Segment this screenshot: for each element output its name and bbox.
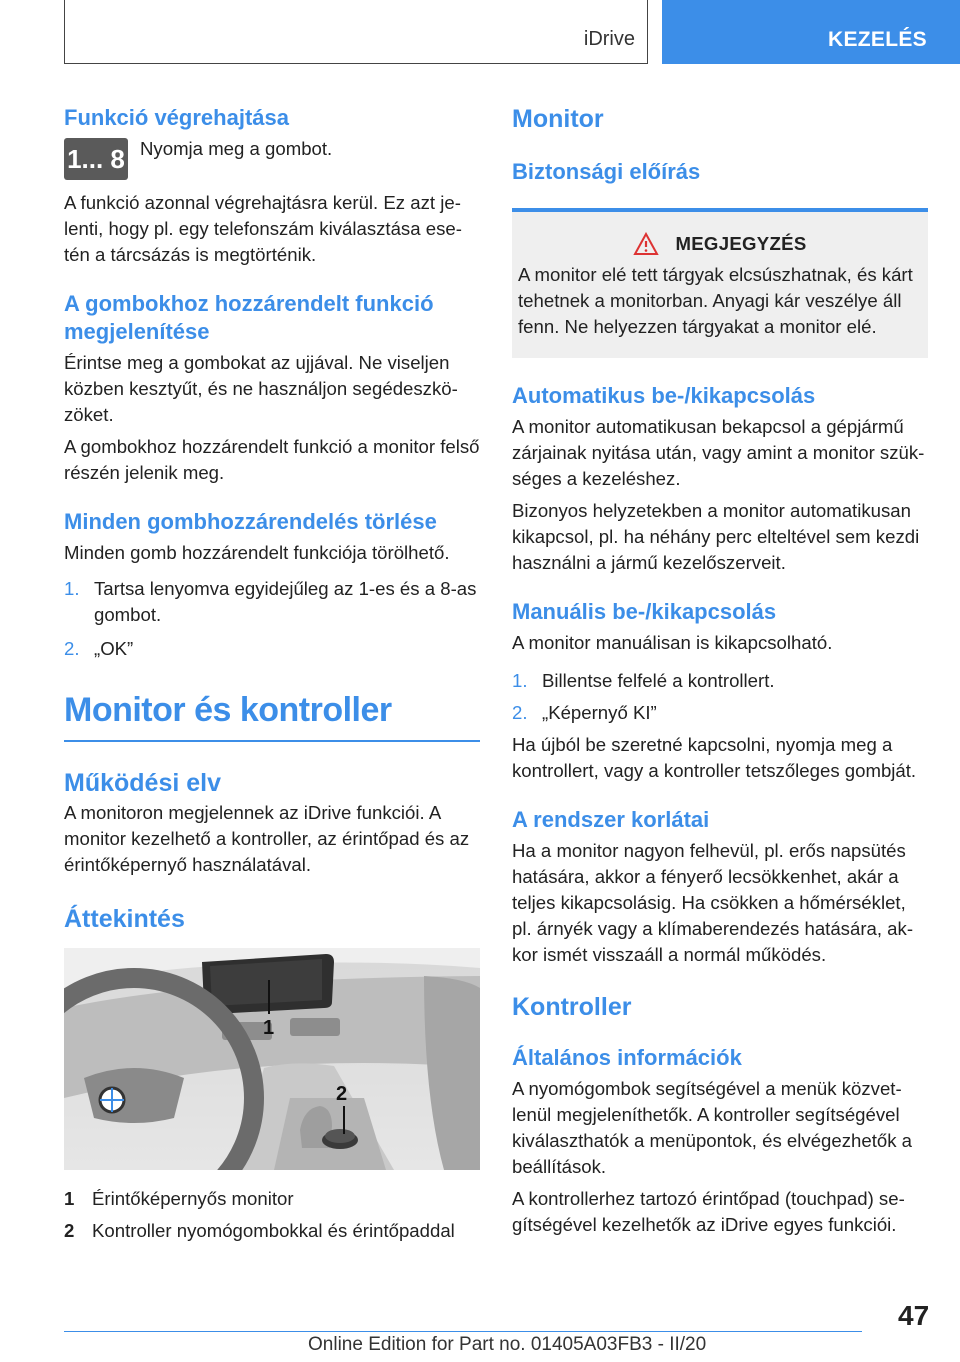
heading-funkcio: Funkció végrehajtása [64,105,289,130]
heading-rule [64,740,480,742]
heading-torles: Minden gombhozzárendelés törlése [64,509,437,534]
cockpit-photo-icon [64,948,480,1170]
text-manual-2: Ha újból be szeretné kapcsolni, nyomja meg a kontrollert, vagy a kontroller tetszőleges gombját. [512,734,917,781]
legend-text: Kontroller nyomógombokkal és érintőpaddal [92,1219,455,1241]
heading-altalanos: Általános információk [512,1045,742,1070]
list-item [64,576,480,628]
steps-right [512,668,928,726]
badge-text: Nyomja meg a gombot. [140,138,333,159]
legend-text: Érintőképernyős monitor [92,1187,294,1209]
list-item-text: „OK” [94,638,134,659]
list-item [64,636,480,662]
list-item-number: 1. [64,578,80,599]
list-item [64,1218,480,1244]
header-box [64,0,648,64]
header-tab [662,0,960,64]
list-item [64,1186,480,1212]
warning-box [512,208,928,358]
heading-manual: Manuális be-/kikapcsolás [512,599,777,624]
cockpit-illustration [64,948,480,1170]
text-gombokhoz: A gombokhoz hozzárendelt funkció a monitor felső részén jelenik meg. [64,436,480,483]
text-korlatai: Ha a monitor nagyon felhevül, pl. erős napsütés hatására, akkor a fényerő lecsökkenhet, akár a teljes kikapcsolásig. Ha csökken a hőmérséklet, pl. árnyék vagy a klímaberendezés hatására, akkor ismét visszaáll a normál működés. [512,840,914,965]
text-mukodesi: A monitoron megjelennek az iDrive funkciói. A monitor kezelhető a kontroller, az érintőpad és az érintőképernyő használatával. [64,801,470,875]
text-auto-2: Bizonyos helyzetekben a monitor automatikusan kikapcsol, pl. ha néhány perc elteltével sem kezdi használni a jármű kezelőszerveit. [512,500,920,573]
left-column [64,96,480,1244]
list-item-text: „Képernyő KI” [542,702,657,723]
warning-text: A monitor elé tett tárgyak elcsúszhatnak, és kárt tehetnek a monitorban. Anyagi kár veszélye áll fenn. Ne helyezzen tárgyakat a monitor elé. [518,264,913,337]
list-item-number: 1. [512,670,528,691]
list-item-number: 2. [512,702,528,723]
list-item-number: 2. [64,638,80,659]
text-altalanos-2: A kontrollerhez tartozó érintőpad (touchpad) segítségével kezelhetők az iDrive egyes funkciói. [512,1188,905,1235]
list-item-text: Tartsa lenyomva egyidejűleg az 1-es és a 8-as gombot. [94,578,477,625]
callout-1: 1 [263,1016,275,1039]
text-torles: Minden gomb hozzárendelt funkciója törölhető. [64,542,450,563]
footer-edition: Online Edition for Part no. 01405A03FB3 - II/20 [308,1334,707,1355]
heading-monitor-kontroller: Monitor és kontroller [64,691,392,729]
page-number: 47 [898,1300,930,1331]
list-item-text: Billentse felfelé a kontrollert. [542,670,775,691]
warning-triangle-icon [633,232,659,256]
legend-list [64,1186,480,1244]
heading-attekintes: Áttekintés [64,904,185,933]
list-item [512,668,928,694]
legend-number: 2 [64,1219,75,1241]
heading-mukodesi: Működési elv [64,768,221,797]
text-erintse: Érintse meg a gombokat az ujjával. Ne viseljen közben kesztyűt, és ne használjon segédeszközöket. [64,352,458,425]
heading-biztonsagi: Biztonsági előírás [512,159,701,184]
keys-1-8-icon: 1... 8 [64,138,128,180]
heading-auto: Automatikus be-/kikapcsolás [512,383,816,408]
right-column [512,96,928,1238]
header-section: iDrive [583,28,635,50]
footer-rule [64,1331,862,1332]
text-manual: A monitor manuálisan is kikapcsolható. [512,632,833,653]
heading-kontroller: Kontroller [512,993,632,1021]
heading-monitor: Monitor [512,105,604,133]
callout-2: 2 [336,1082,348,1105]
header-tab-label: KEZELÉS [828,28,927,51]
text-auto-1: A monitor automatikusan bekapcsol a gépjármű zárjainak nyitása után, vagy amint a monitor szükséges a kezeléshez. [512,416,925,489]
list-item [512,700,928,726]
legend-number: 1 [64,1187,75,1209]
heading-gombokhoz: A gombokhoz hozzárendelt funkció megjelenítése [64,291,434,344]
warning-head [518,232,922,256]
heading-korlatai: A rendszer korlátai [512,807,710,832]
text-altalanos-1: A nyomógombok segítségével a menük közvetlenül megjeleníthetők. A kontroller segítségével kiválaszthatók a menüpontok, és elvégezhetők a beállítások. [512,1078,913,1177]
badge-row [64,138,480,180]
text-funkcio: A funkció azonnal végrehajtásra kerül. Ez azt jelenti, hogy pl. egy telefonszám kiválasztása esetén a tárcsázás is megtörténik. [64,192,462,265]
steps-left [64,576,480,662]
warning-title: MEGJEGYZÉS [675,233,807,254]
